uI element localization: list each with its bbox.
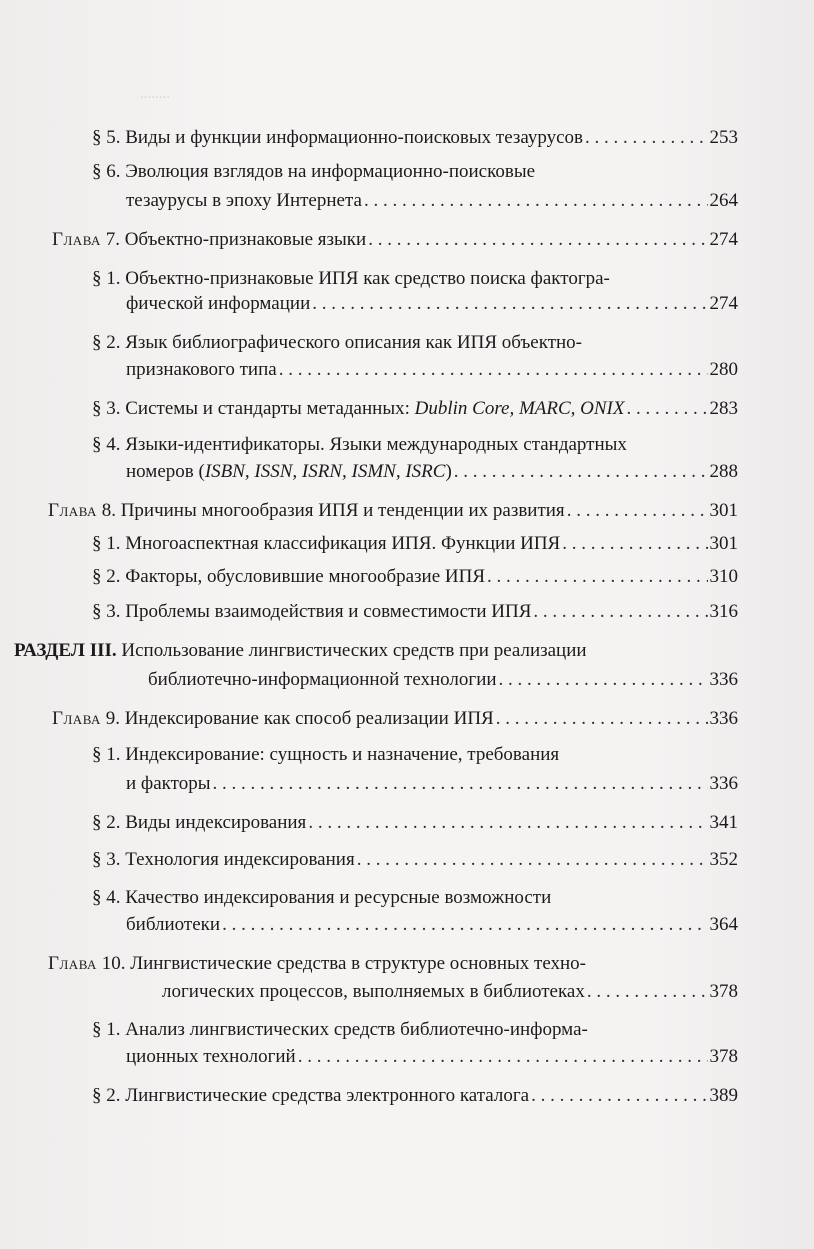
page-number: 264: [709, 190, 738, 211]
entry-title: Виды индексирования: [125, 812, 307, 833]
part-title-cont: библиотечно-информационной технологии: [148, 669, 497, 690]
toc-entry: [126, 356, 738, 384]
toc-chapter-line1: [48, 950, 586, 978]
chapter-label: Глава: [52, 229, 101, 250]
toc-part: [148, 666, 738, 694]
section-number: § 1.: [92, 1019, 121, 1040]
entry-title: Системы и стандарты метаданных:: [125, 398, 415, 419]
toc-entry: [92, 598, 738, 626]
entry-title: Индексирование: сущность и назначение, требования: [125, 744, 560, 765]
chapter-title-cont: логических процессов, выполняемых в библиотеках: [162, 981, 585, 1002]
toc-entry: [92, 846, 738, 874]
leader-dots: [567, 497, 708, 525]
toc-entry: [126, 187, 738, 215]
entry-title-cont: тезаурусы в эпоху Интернета: [126, 190, 362, 211]
toc-entry: [126, 770, 738, 798]
leader-dots: [222, 911, 707, 939]
entry-title-cont: библиотеки: [126, 914, 221, 935]
part-label: РАЗДЕЛ III.: [14, 640, 117, 661]
toc-entry-line1: [92, 741, 559, 769]
page-number: 341: [709, 812, 738, 833]
page-number: 378: [709, 1046, 738, 1067]
entry-title-cont: номеров (: [126, 461, 205, 482]
page-number: 288: [709, 461, 738, 482]
chapter-number: 7.: [105, 229, 120, 250]
entry-title: Виды и функции информационно-поисковых тезаурусов: [125, 127, 583, 148]
toc-entry-line1: [92, 158, 535, 186]
entry-title: Лингвистические средства электронного каталога: [125, 1085, 530, 1106]
toc-chapter: [162, 978, 738, 1006]
toc-entry: [92, 395, 738, 423]
chapter-number: 8.: [101, 500, 116, 521]
toc-chapter: [52, 226, 738, 254]
page-number: 280: [709, 359, 738, 380]
leader-dots: [312, 290, 707, 318]
page-number: 274: [709, 229, 738, 250]
page-number: 274: [709, 293, 738, 314]
chapter-title: Причины многообразия ИПЯ и тенденции их развития: [120, 500, 565, 521]
section-number: § 4.: [92, 887, 121, 908]
page-number: 336: [709, 773, 738, 794]
section-number: § 1.: [92, 268, 121, 289]
entry-title-cont: ционных технологий: [126, 1046, 296, 1067]
section-number: § 2.: [92, 1085, 121, 1106]
leader-dots: [487, 563, 707, 591]
chapter-number: 10.: [101, 953, 126, 974]
entry-title-italic: ISBN, ISSN, ISRN, ISMN, ISRC: [204, 461, 446, 482]
toc-entry-line1: [92, 1016, 588, 1044]
leader-dots: [308, 809, 707, 837]
chapter-label: Глава: [48, 500, 97, 521]
toc-entry: [92, 809, 738, 837]
leader-dots: [562, 530, 707, 558]
page-number: 310: [709, 566, 738, 587]
toc-entry: [126, 1043, 738, 1071]
leader-dots: [585, 124, 708, 152]
toc-entry: [92, 530, 738, 558]
leader-dots: [496, 705, 708, 733]
leader-dots: [587, 978, 708, 1006]
entry-title: Эволюция взглядов на информационно-поисковые: [125, 161, 536, 182]
toc-entry: [92, 563, 738, 591]
leader-dots: [531, 1082, 707, 1110]
page-number: 283: [709, 398, 738, 419]
entry-title: Анализ лингвистических средств библиотечно-информа-: [125, 1019, 588, 1040]
toc-entry: [92, 124, 738, 152]
page-number: 336: [709, 708, 738, 729]
entry-title: Многоаспектная классификация ИПЯ. Функции ИПЯ: [125, 533, 561, 554]
entry-title-cont: и факторы: [126, 773, 211, 794]
section-number: § 1.: [92, 744, 121, 765]
leader-dots: [279, 356, 708, 384]
toc-entry-line1: [92, 431, 627, 459]
bleed-through-text: ........: [140, 86, 170, 102]
chapter-title: Лингвистические средства в структуре основных техно-: [130, 953, 587, 974]
section-number: § 6.: [92, 161, 121, 182]
toc-entry-line1: [92, 329, 582, 357]
page-number: 364: [709, 914, 738, 935]
leader-dots: [454, 458, 708, 486]
section-number: § 2.: [92, 812, 121, 833]
entry-title: Объектно-признаковые ИПЯ как средство поиска фактогра-: [125, 268, 610, 289]
section-number: § 1.: [92, 533, 121, 554]
chapter-label: Глава: [48, 953, 97, 974]
section-number: § 2.: [92, 566, 121, 587]
toc-entry: [92, 1082, 738, 1110]
page-number: 253: [709, 127, 738, 148]
chapter-number: 9.: [105, 708, 120, 729]
leader-dots: [364, 187, 708, 215]
leader-dots: [357, 846, 708, 874]
section-number: § 3.: [92, 398, 121, 419]
leader-dots: [212, 770, 707, 798]
entry-title: Язык библиографического описания как ИПЯ объектно-: [125, 332, 583, 353]
toc-part-line1: [14, 637, 587, 665]
leader-dots: [298, 1043, 708, 1071]
entry-title-cont: фической информации: [126, 293, 311, 314]
page-number: 336: [709, 669, 738, 690]
toc-entry: [126, 911, 738, 939]
entry-title: Технология индексирования: [125, 849, 355, 870]
section-number: § 3.: [92, 849, 121, 870]
entry-title-italic: Dublin Core, MARC, ONIX: [414, 398, 625, 419]
section-number: § 3.: [92, 601, 121, 622]
section-number: § 2.: [92, 332, 121, 353]
page-number: 316: [709, 601, 738, 622]
entry-title: Проблемы взаимодействия и совместимости ИПЯ: [125, 601, 532, 622]
page-number: 378: [709, 981, 738, 1002]
chapter-title: Индексирование как способ реализации ИПЯ: [124, 708, 494, 729]
leader-dots: [627, 395, 708, 423]
toc-entry-line1: [92, 884, 551, 912]
page-number: 389: [709, 1085, 738, 1106]
toc-entry-line1: [92, 265, 610, 293]
entry-title: Языки-идентификаторы. Языки международных стандартных: [125, 434, 627, 455]
part-title: Использование лингвистических средств при реализации: [121, 640, 587, 661]
page-number: 301: [709, 500, 738, 521]
leader-dots: [368, 226, 707, 254]
leader-dots: [533, 598, 707, 626]
entry-title-cont: признакового типа: [126, 359, 277, 380]
page-number: 301: [709, 533, 738, 554]
toc-chapter: [48, 497, 738, 525]
toc-entry: [126, 290, 738, 318]
section-number: § 4.: [92, 434, 121, 455]
entry-title-cont: ): [445, 461, 452, 482]
page-number: 352: [709, 849, 738, 870]
toc-entry: [126, 458, 738, 486]
entry-title: Качество индексирования и ресурсные возможности: [125, 887, 552, 908]
toc-chapter: [52, 705, 738, 733]
section-number: § 5.: [92, 127, 121, 148]
entry-title: Факторы, обусловившие многообразие ИПЯ: [125, 566, 486, 587]
chapter-title: Объектно-признаковые языки: [124, 229, 367, 250]
leader-dots: [499, 666, 708, 694]
chapter-label: Глава: [52, 708, 101, 729]
